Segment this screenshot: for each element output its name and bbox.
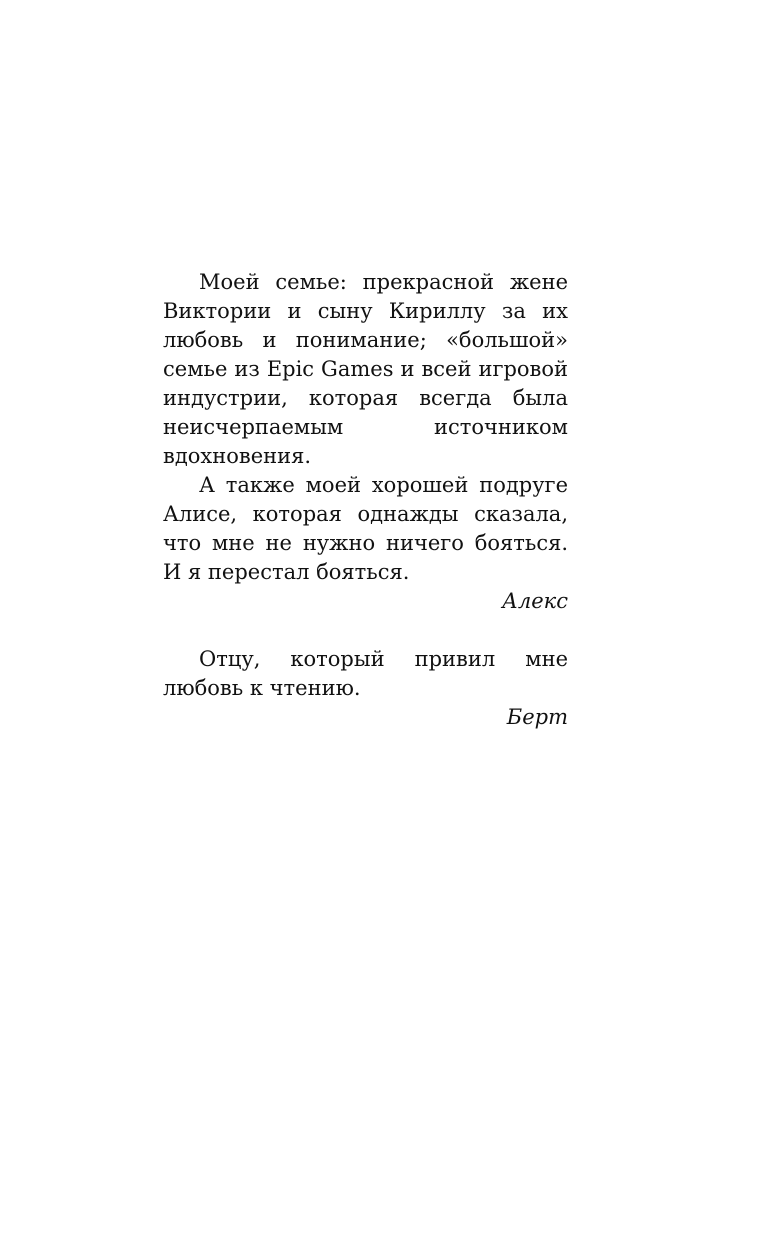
dedication-paragraph: Моей семье: прекрасной жене Виктории и сыну Кириллу за их любовь и понимание; «большой» семье из Epic Games и всей игровой индустрии, которая всегда была неисчерпаемым источником вдохновения. [163,270,568,468]
signature-bert: Берт [506,705,568,729]
dedication-bert [163,645,568,732]
dedication-alex [163,268,568,616]
signature-alex: Алекс [501,589,568,613]
dedication-paragraph: А также моей хорошей подруге Алисе, которая однажды сказала, что мне не нужно ничего бояться. И я перестал бояться. [163,473,568,584]
dedication-paragraph: Отцу, который привил мне любовь к чтению. [163,647,568,700]
